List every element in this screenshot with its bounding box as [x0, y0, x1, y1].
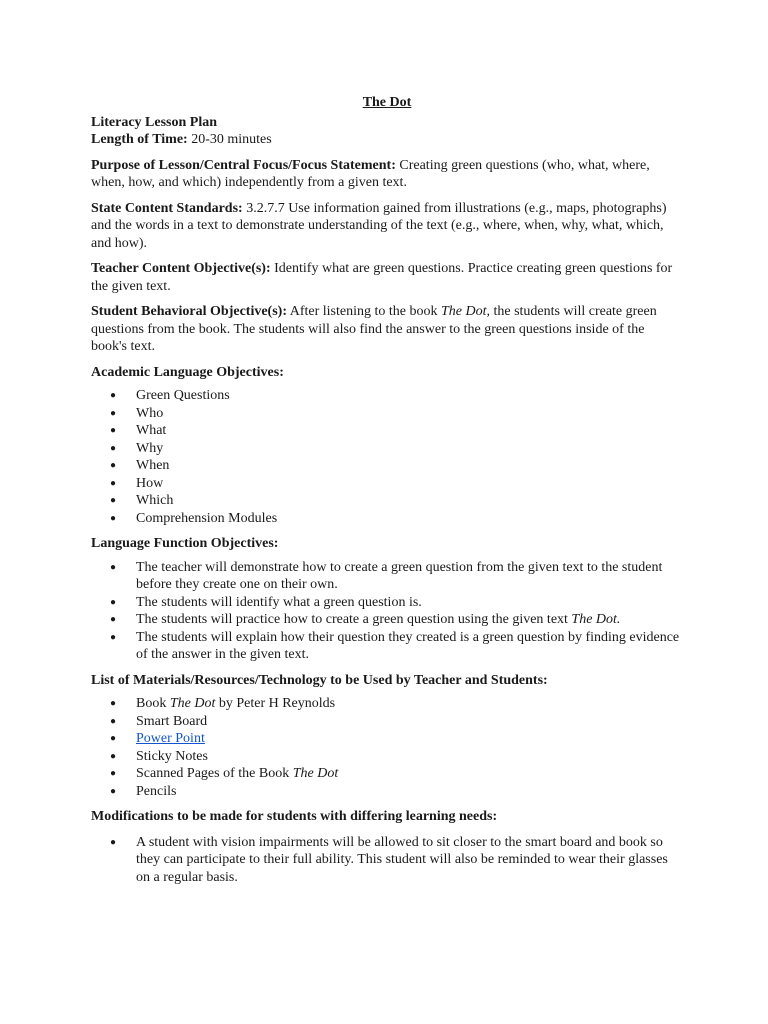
list-item: ● Smart Board	[91, 713, 683, 731]
list-item: ● The teacher will demonstrate how to create a green question from the given text to the student before they create one on their own.	[91, 559, 683, 594]
materials-list	[91, 695, 683, 800]
list-item: ● What	[91, 422, 683, 440]
length-of-time	[91, 131, 683, 149]
document-title: The Dot	[362, 95, 412, 110]
teacher-objective-value: Identify what are green questions. Practice creating green questions for the given text.	[91, 261, 673, 294]
document-subtitle: Literacy Lesson Plan	[91, 114, 217, 130]
list-item: ● Sticky Notes	[91, 748, 683, 766]
modifications-list	[91, 834, 683, 887]
list-item: ● Green Questions	[91, 387, 683, 405]
purpose-statement	[91, 157, 683, 192]
language-function-heading: Language Function Objectives:	[91, 536, 279, 551]
teacher-objective	[91, 260, 683, 295]
list-item: ● A student with vision impairments will be allowed to sit closer to the smart board and book so they can participate to their full ability. This student will also be reminded to wear their glasses on a regular basis.	[91, 834, 683, 887]
standards-value: 3.2.7.7 Use information gained from illustrations (e.g., maps, photographs) and the words in a text to demonstrate understanding of the text (e.g., where, when, why, what, which, and how).	[91, 200, 667, 251]
student-objective-label: Student Behavioral Objective(s):	[91, 304, 287, 319]
book-title: The Dot	[169, 696, 216, 711]
list-item	[91, 765, 683, 783]
academic-language-list	[91, 387, 683, 527]
language-function-list	[91, 559, 683, 664]
item-text: by Peter H Reynolds	[215, 696, 336, 711]
list-item: ● The students will explain how their question they created is a green question by finding evidence of the answer in the given text.	[91, 629, 683, 664]
purpose-value: Creating green questions (who, what, where, when, how, and which) independently from a given text.	[91, 157, 650, 190]
list-item	[91, 730, 683, 748]
list-item: ● Which	[91, 492, 683, 510]
modifications-heading: Modifications to be made for students with differing learning needs:	[91, 809, 498, 824]
teacher-objective-label: Teacher Content Objective(s):	[91, 261, 271, 276]
student-objective-book: The Dot,	[440, 304, 490, 319]
list-item: ● Comprehension Modules	[91, 510, 683, 528]
state-standards	[91, 200, 683, 253]
list-item: ● Who	[91, 405, 683, 423]
standards-label: State Content Standards:	[91, 200, 243, 216]
length-label: Length of Time:	[91, 132, 188, 147]
book-title: The Dot	[292, 766, 339, 781]
item-text: The students will practice how to create a green question using the given text	[136, 612, 572, 627]
student-objective	[91, 303, 683, 356]
list-item: ● Why	[91, 440, 683, 458]
power-point-link[interactable]: Power Point	[136, 731, 205, 746]
materials-heading: List of Materials/Resources/Technology to be Used by Teacher and Students:	[91, 672, 548, 688]
item-text: Scanned Pages of the Book	[136, 766, 293, 781]
list-item: ● When	[91, 457, 683, 475]
item-text: Book	[136, 696, 170, 711]
document-page	[91, 94, 683, 894]
list-item	[91, 695, 683, 713]
length-value: 20-30 minutes	[187, 132, 272, 147]
student-objective-pre: After listening to the book	[286, 304, 441, 319]
book-title: The Dot.	[571, 612, 621, 627]
list-item: ● How	[91, 475, 683, 493]
list-item: ● Pencils	[91, 783, 683, 801]
academic-language-heading: Academic Language Objectives:	[91, 364, 284, 380]
list-item	[91, 611, 683, 629]
list-item: ● The students will identify what a green question is.	[91, 594, 683, 612]
purpose-label: Purpose of Lesson/Central Focus/Focus Statement:	[91, 157, 396, 173]
student-objective-post: the students will create green questions from the book. The students will also find the answer to the green questions inside of the book's text.	[91, 304, 657, 354]
